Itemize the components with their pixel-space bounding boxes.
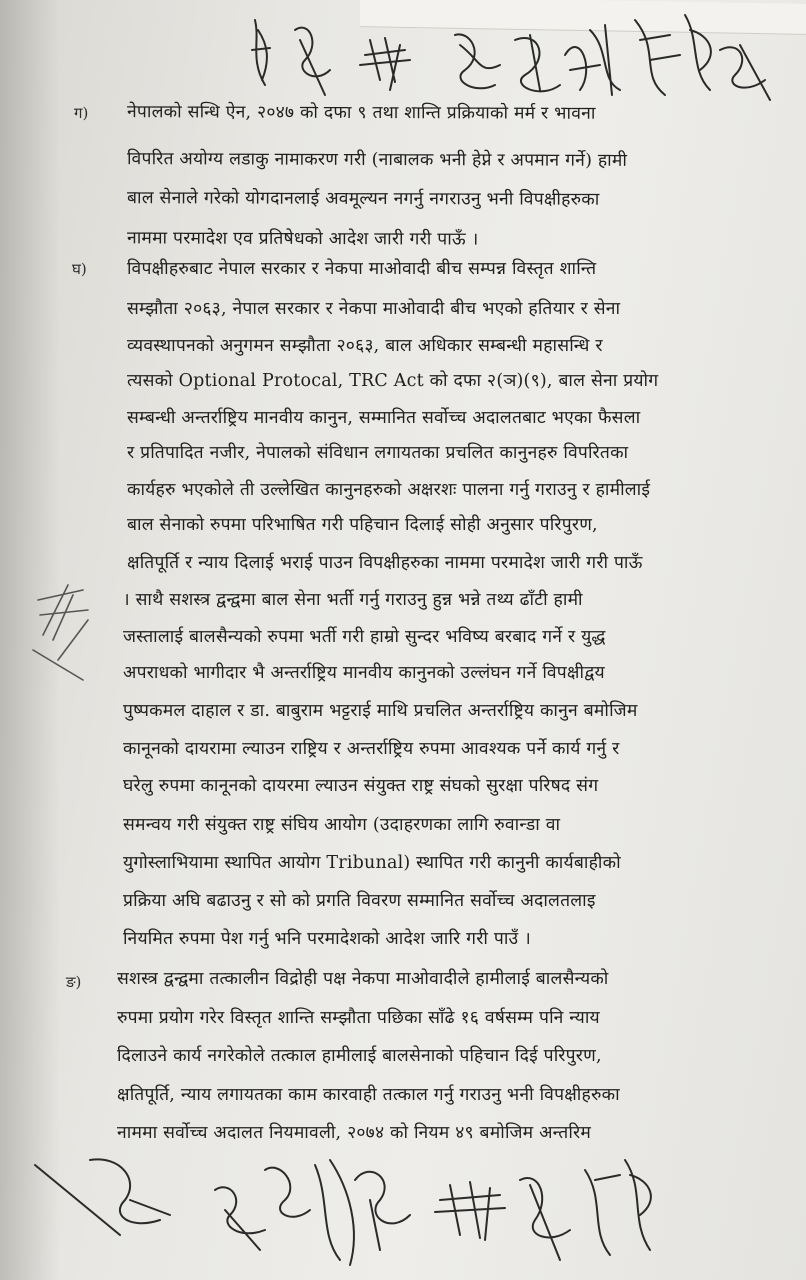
paragraph-line: । साथै सशस्त्र द्वन्द्वमा बाल सेना भर्ती गर्नु गराउनु हुन्न भन्ने तथ्य ढाँटी हामी [123,590,583,610]
paragraph-line: र प्रतिपादित नजीर, नेपालको संविधान लगायतका प्रचलित कानुनहरु विपरितका [127,443,629,463]
paragraph-line: नाममा सर्वोच्च अदालत नियमावली, २०७४ को नियम ४९ बमोजिम अन्तरिम [117,1123,591,1143]
paragraph-line: कानूनको दायरामा ल्याउन राष्ट्रिय र अन्तर्राष्ट्रिय रुपमा आवश्यक पर्ने कार्य गर्नु र [123,739,620,759]
paragraph-line: सम्बन्धी अन्तर्राष्ट्रिय मानवीय कानुन, सम्मानित सर्वोच्च अदालतबाट भएका फैसला [127,408,641,428]
paragraph-line: सम्झौता २०६३, नेपाल सरकार र नेकपा माओवादी बीच भएको हतियार र सेना [127,299,621,319]
paragraph-line: समन्वय गरी संयुक्त राष्ट्र संघिय आयोग (उदाहरणका लागि रुवान्डा वा [123,815,561,835]
paragraph-line: बाल सेनाले गरेको योगदानलाई अवमूल्यन नगर्नु नगराउनु भनी विपक्षीहरुका [126,188,600,210]
paragraph-marker: घ) [72,260,87,278]
paragraph-line: विपक्षीहरुबाट नेपाल सरकार र नेकपा माओवादी बीच सम्पन्न विस्तृत शान्ति [127,259,597,279]
paragraph-line: अपराधको भागीदार भै अन्तर्राष्ट्रिय मानवीय कानुनको उल्लंघन गर्ने विपक्षीद्वय [123,663,605,683]
paragraph-line: घरेलु रुपमा कानूनको दायरमा ल्याउन संयुक्त राष्ट्र संघको सुरक्षा परिषद संग [123,776,599,796]
bottom-signatures [30,1140,700,1280]
paragraph-marker: ग) [74,104,89,122]
paragraph-line: सशस्त्र द्वन्द्वमा तत्कालीन विद्रोही पक्ष नेकपा माओवादीले हामीलाई बालसैन्यको [117,969,609,989]
paragraph-line: क्षतिपूर्ति, न्याय लगायतका काम कारवाही तत्काल गर्नु गराउनु भनी विपक्षीहरुका [117,1085,620,1105]
paragraph-line: कार्यहरु भएकोले ती उल्लेखित कानुनहरुको अक्षरशः पालना गर्नु गराउनु र हामीलाई [127,480,651,500]
margin-mark [28,580,98,690]
paragraph-line: प्रक्रिया अघि बढाउनु र सो को प्रगति विवरण सम्मानित सर्वोच्च अदालतलाइ [123,891,596,911]
paragraph-marker: ङ) [66,973,82,991]
paragraph-line: व्यवस्थापनको अनुगमन सम्झौता २०६३, बाल अधिकार सम्बन्धी महासन्धि र [127,336,603,356]
paragraph-line: जस्तालाई बालसैन्यको रुपमा भर्ती गरी हाम्रो सुन्दर भविष्य बरबाद गर्ने र युद्ध [123,627,606,647]
paragraph-line: पुष्पकमल दाहाल र डा. बाबुराम भट्टराई माथि प्रचलित अन्तर्राष्ट्रिय कानुन बमोजिम [123,701,638,721]
paragraph-line: त्यसको Optional Protocal, TRC Act को दफा २(ञ)(९), बाल सेना प्रयोग [127,371,659,391]
paragraph-line: नियमित रुपमा पेश गर्नु भनि परमादेशको आदेश जारि गरी पाउँ । [123,929,531,949]
paragraph-line: रुपमा प्रयोग गरेर विस्तृत शान्ति सम्झौता पछिका साँढे १६ वर्षसम्म पनि न्याय [117,1008,600,1028]
paragraph-line: बाल सेनाको रुपमा परिभाषित गरी पहिचान दिलाई सोही अनुसार परिपुरण, [127,515,598,535]
paragraph-line: नेपालको सन्धि ऐन, २०४७ को दफा ९ तथा शान्ति प्रक्रियाको मर्म र भावना [126,102,596,124]
paragraph-line: युगोस्लाभियामा स्थापित आयोग Tribunal) स्थापित गरी कानुनी कार्यबाहीको [123,853,621,873]
paragraph-line: क्षतिपूर्ति र न्याय दिलाई भराई पाउन विपक्षीहरुका नाममा परमादेश जारी गरी पाऊँ [127,553,643,573]
paragraph-line: नाममा परमादेश एव प्रतिषेधको आदेश जारी गरी पाऊँ । [126,228,479,250]
paragraph-line: दिलाउने कार्य नगरेकोले तत्काल हामीलाई बालसेनाको पहिचान दिई परिपुरण, [117,1046,602,1066]
paragraph-line: विपरित अयोग्य लडाकु नामाकरण गरी (नाबालक भनी हेप्ने र अपमान गर्ने) हामी [126,149,628,171]
